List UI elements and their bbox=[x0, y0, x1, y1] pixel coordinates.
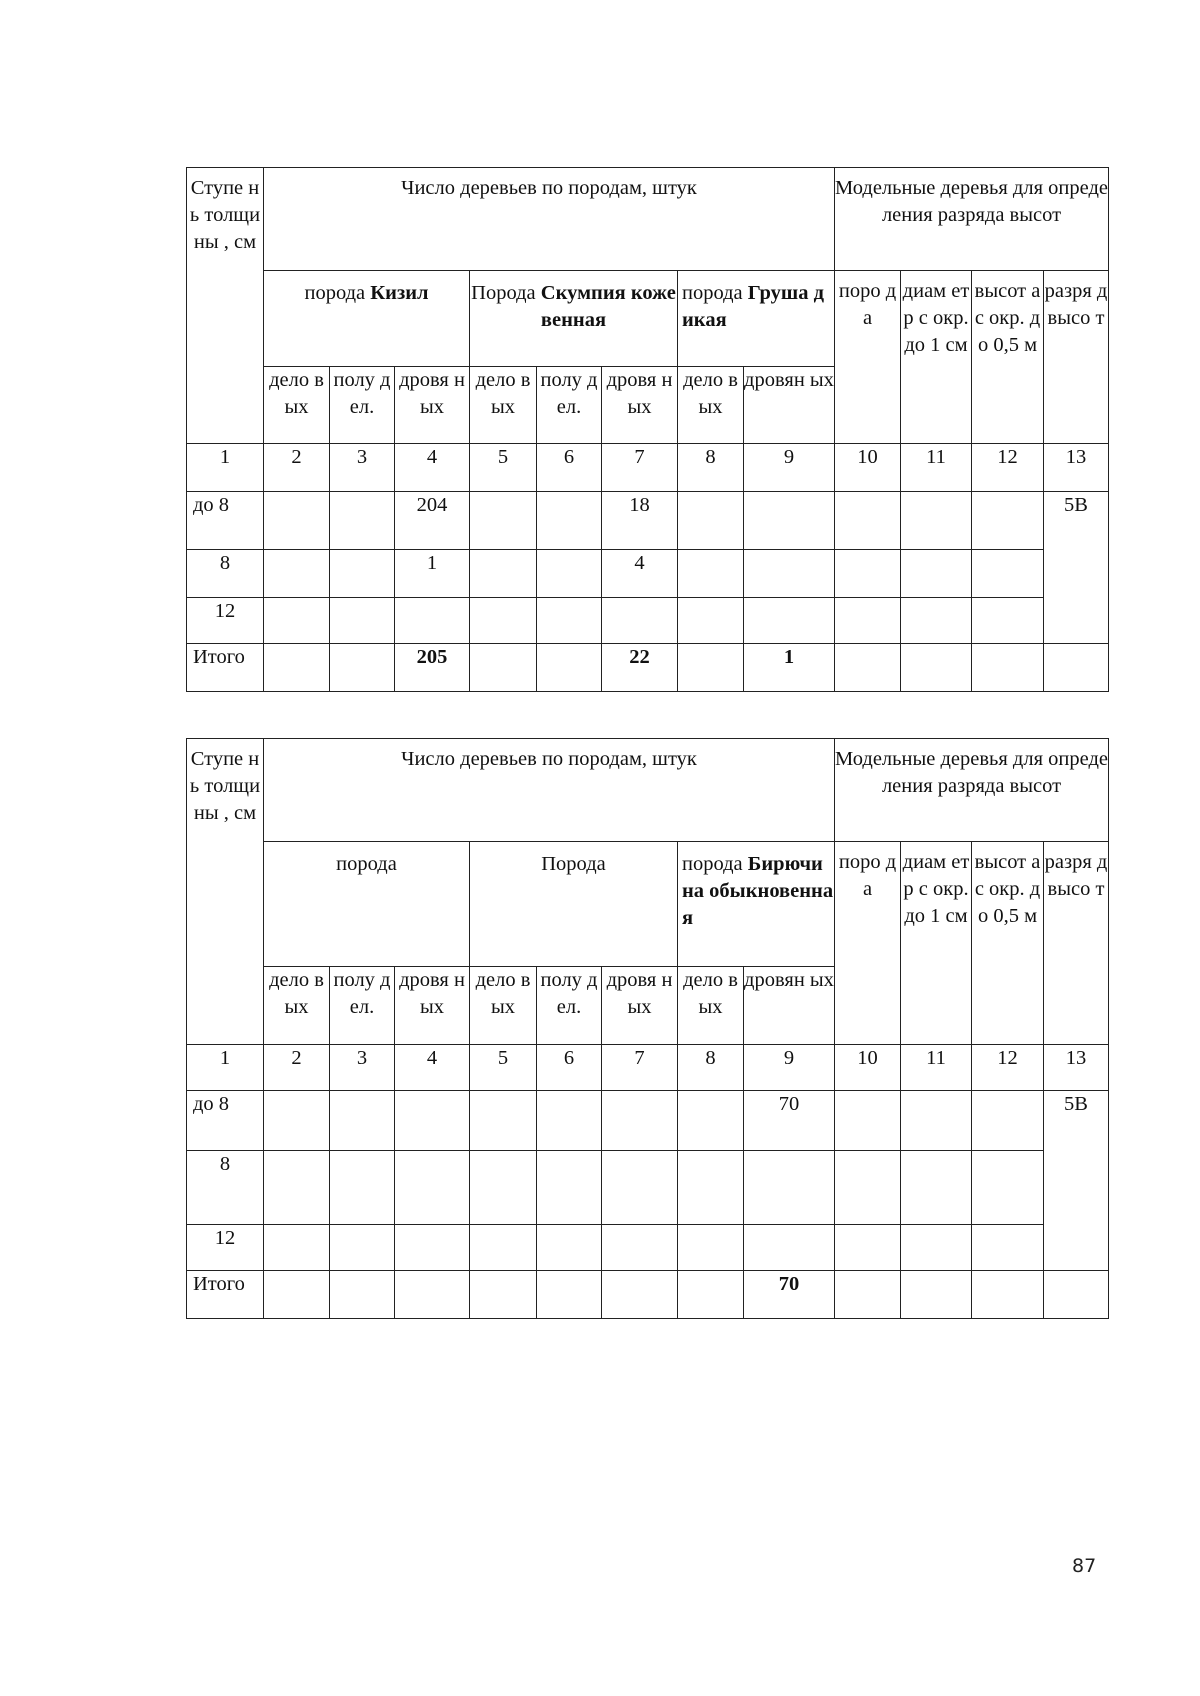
table-cell bbox=[1044, 1271, 1109, 1319]
sub-col-6: дровя ных bbox=[602, 367, 678, 444]
table-cell bbox=[330, 550, 395, 598]
species-1 bbox=[264, 842, 470, 967]
table-cell bbox=[835, 492, 901, 550]
species-prefix: Порода bbox=[541, 853, 606, 875]
table-cell bbox=[537, 1271, 602, 1319]
row-label: 8 bbox=[187, 1151, 264, 1225]
table-cell bbox=[678, 492, 744, 550]
sub-col-3: дровя ных bbox=[395, 367, 470, 444]
table-cell bbox=[395, 1091, 470, 1151]
row-label: Итого bbox=[187, 644, 264, 692]
sub-col-6: дровя ных bbox=[602, 967, 678, 1045]
table-cell bbox=[264, 598, 330, 644]
table-cell bbox=[470, 1151, 537, 1225]
table-cell bbox=[678, 1151, 744, 1225]
table-cell bbox=[835, 1225, 901, 1271]
sub-col-1: дело вых bbox=[264, 967, 330, 1045]
table-cell: 205 bbox=[395, 644, 470, 692]
row-label: Итого bbox=[187, 1271, 264, 1319]
col-number: 8 bbox=[678, 1045, 744, 1091]
table-cell bbox=[835, 1091, 901, 1151]
table-cell bbox=[678, 1091, 744, 1151]
table-cell bbox=[972, 1091, 1044, 1151]
table-cell bbox=[972, 598, 1044, 644]
table-cell bbox=[537, 1091, 602, 1151]
model-col-4: разря д высо т bbox=[1044, 842, 1109, 1045]
col-number: 12 bbox=[972, 444, 1044, 492]
species-prefix: порода bbox=[304, 282, 366, 304]
table-cell bbox=[972, 1225, 1044, 1271]
table-cell bbox=[602, 1091, 678, 1151]
table-cell bbox=[972, 644, 1044, 692]
col-number: 5 bbox=[470, 1045, 537, 1091]
page-number: 87 bbox=[1072, 1555, 1097, 1577]
table-cell bbox=[264, 492, 330, 550]
table-cell bbox=[537, 550, 602, 598]
table-cell bbox=[972, 550, 1044, 598]
table-cell bbox=[972, 1151, 1044, 1225]
table-cell bbox=[901, 1151, 972, 1225]
row-label: 12 bbox=[187, 1225, 264, 1271]
species-1 bbox=[264, 271, 470, 367]
table-cell bbox=[901, 598, 972, 644]
table-cell bbox=[835, 1271, 901, 1319]
col-number: 13 bbox=[1044, 1045, 1109, 1091]
table-cell bbox=[835, 644, 901, 692]
table-cell bbox=[330, 1151, 395, 1225]
col-number: 10 bbox=[835, 1045, 901, 1091]
table-cell: 1 bbox=[395, 550, 470, 598]
species-name: Кизил bbox=[370, 282, 429, 304]
sub-col-7: дело вых bbox=[678, 367, 744, 444]
species-3 bbox=[678, 842, 835, 967]
table-cell: 22 bbox=[602, 644, 678, 692]
table-cell bbox=[678, 598, 744, 644]
table-cell bbox=[602, 1271, 678, 1319]
sub-col-8: дровян ых bbox=[744, 967, 835, 1045]
header-model-trees: Модельные деревья для определения разряда высот bbox=[835, 739, 1109, 842]
table-cell bbox=[901, 550, 972, 598]
col-number: 9 bbox=[744, 444, 835, 492]
table-cell bbox=[470, 550, 537, 598]
col-number: 7 bbox=[602, 1045, 678, 1091]
table-cell bbox=[744, 1225, 835, 1271]
table-cell bbox=[901, 492, 972, 550]
species-name: Скумпия кожевенная bbox=[540, 282, 676, 331]
header-step: Ступе нь толщи ны , см bbox=[187, 168, 264, 444]
row-label: до 8 bbox=[187, 492, 264, 550]
col-number: 1 bbox=[187, 444, 264, 492]
table-cell bbox=[972, 492, 1044, 550]
table-cell bbox=[678, 550, 744, 598]
table-cell bbox=[602, 1151, 678, 1225]
table-cell bbox=[602, 1225, 678, 1271]
table-cell bbox=[678, 644, 744, 692]
col-number: 8 bbox=[678, 444, 744, 492]
col-number: 6 bbox=[537, 444, 602, 492]
table-cell bbox=[470, 598, 537, 644]
table-cell bbox=[744, 1151, 835, 1225]
model-col-1: поро да bbox=[835, 271, 901, 444]
table-cell bbox=[470, 644, 537, 692]
table-cell bbox=[264, 550, 330, 598]
table-cell bbox=[835, 598, 901, 644]
species-prefix: порода bbox=[336, 853, 397, 875]
species-prefix: порода bbox=[682, 282, 743, 304]
table-cell bbox=[330, 1271, 395, 1319]
table-cell bbox=[744, 492, 835, 550]
table-cell bbox=[264, 1151, 330, 1225]
sub-col-8: дровян ых bbox=[744, 367, 835, 444]
species-2 bbox=[470, 842, 678, 967]
species-name: Груша дикая bbox=[682, 282, 824, 331]
table-cell bbox=[330, 1225, 395, 1271]
table-cell bbox=[537, 598, 602, 644]
col-number: 4 bbox=[395, 444, 470, 492]
row-label: 12 bbox=[187, 598, 264, 644]
species-prefix: порода bbox=[682, 853, 743, 875]
model-col-4: разря д высо т bbox=[1044, 271, 1109, 444]
sub-col-5: полу дел. bbox=[537, 967, 602, 1045]
sub-col-5: полу дел. bbox=[537, 367, 602, 444]
table-cell: 4 bbox=[602, 550, 678, 598]
table-cell bbox=[537, 644, 602, 692]
table-cell bbox=[264, 1091, 330, 1151]
table-cell bbox=[537, 492, 602, 550]
sub-col-1: дело вых bbox=[264, 367, 330, 444]
species-prefix: Порода bbox=[471, 282, 536, 304]
table-cell bbox=[264, 644, 330, 692]
sub-col-7: дело вых bbox=[678, 967, 744, 1045]
table-cell bbox=[678, 1271, 744, 1319]
model-col-2: диам етр с окр. до 1 см bbox=[901, 271, 972, 444]
table-cell bbox=[330, 644, 395, 692]
row-label: до 8 bbox=[187, 1091, 264, 1151]
table-cell bbox=[537, 1151, 602, 1225]
table-cell bbox=[901, 1225, 972, 1271]
height-rank: 5В bbox=[1044, 1091, 1109, 1271]
species-3 bbox=[678, 271, 835, 367]
table-cell bbox=[537, 1225, 602, 1271]
header-trees-count: Число деревьев по породам, штук bbox=[264, 168, 835, 271]
header-trees-count: Число деревьев по породам, штук bbox=[264, 739, 835, 842]
header-step: Ступе нь толщи ны , см bbox=[187, 739, 264, 1045]
table2 bbox=[186, 738, 1109, 1319]
table-cell bbox=[395, 1271, 470, 1319]
col-number: 12 bbox=[972, 1045, 1044, 1091]
table-cell bbox=[470, 1225, 537, 1271]
table-cell bbox=[901, 1271, 972, 1319]
col-number: 5 bbox=[470, 444, 537, 492]
col-number: 3 bbox=[330, 1045, 395, 1091]
table-cell: 204 bbox=[395, 492, 470, 550]
table-cell bbox=[678, 1225, 744, 1271]
col-number: 10 bbox=[835, 444, 901, 492]
table-cell bbox=[744, 550, 835, 598]
table-cell bbox=[744, 598, 835, 644]
col-number: 1 bbox=[187, 1045, 264, 1091]
table-cell bbox=[972, 1271, 1044, 1319]
table-cell bbox=[264, 1271, 330, 1319]
table-cell bbox=[395, 1225, 470, 1271]
sub-col-3: дровя ных bbox=[395, 967, 470, 1045]
col-number: 9 bbox=[744, 1045, 835, 1091]
header-model-trees: Модельные деревья для определения разряда высот bbox=[835, 168, 1109, 271]
species-name: Бирючина обыкновенная bbox=[682, 853, 834, 929]
table1 bbox=[186, 167, 1109, 692]
table-cell bbox=[470, 492, 537, 550]
table-cell bbox=[330, 598, 395, 644]
model-col-3: высот а с окр. до 0,5 м bbox=[972, 842, 1044, 1045]
sub-col-2: полу дел. bbox=[330, 967, 395, 1045]
table-cell bbox=[330, 1091, 395, 1151]
table-cell: 18 bbox=[602, 492, 678, 550]
height-rank: 5В bbox=[1044, 492, 1109, 644]
table-cell bbox=[835, 1151, 901, 1225]
table-cell bbox=[264, 1225, 330, 1271]
sub-col-2: полу дел. bbox=[330, 367, 395, 444]
model-col-2: диам етр с окр. до 1 см bbox=[901, 842, 972, 1045]
table-cell bbox=[395, 1151, 470, 1225]
table-cell bbox=[330, 492, 395, 550]
model-col-1: поро да bbox=[835, 842, 901, 1045]
species-2 bbox=[470, 271, 678, 367]
table-cell bbox=[395, 598, 470, 644]
table-cell bbox=[1044, 644, 1109, 692]
table-cell bbox=[901, 1091, 972, 1151]
table-cell bbox=[470, 1091, 537, 1151]
table-cell: 1 bbox=[744, 644, 835, 692]
col-number: 7 bbox=[602, 444, 678, 492]
col-number: 11 bbox=[901, 444, 972, 492]
model-col-3: высот а с окр. до 0,5 м bbox=[972, 271, 1044, 444]
table-cell: 70 bbox=[744, 1091, 835, 1151]
sub-col-4: дело вых bbox=[470, 367, 537, 444]
col-number: 4 bbox=[395, 1045, 470, 1091]
table-cell bbox=[901, 644, 972, 692]
col-number: 11 bbox=[901, 1045, 972, 1091]
table-cell bbox=[602, 598, 678, 644]
table-cell bbox=[470, 1271, 537, 1319]
col-number: 13 bbox=[1044, 444, 1109, 492]
col-number: 6 bbox=[537, 1045, 602, 1091]
row-label: 8 bbox=[187, 550, 264, 598]
col-number: 2 bbox=[264, 1045, 330, 1091]
table-cell bbox=[835, 550, 901, 598]
sub-col-4: дело вых bbox=[470, 967, 537, 1045]
col-number: 3 bbox=[330, 444, 395, 492]
col-number: 2 bbox=[264, 444, 330, 492]
table-cell: 70 bbox=[744, 1271, 835, 1319]
